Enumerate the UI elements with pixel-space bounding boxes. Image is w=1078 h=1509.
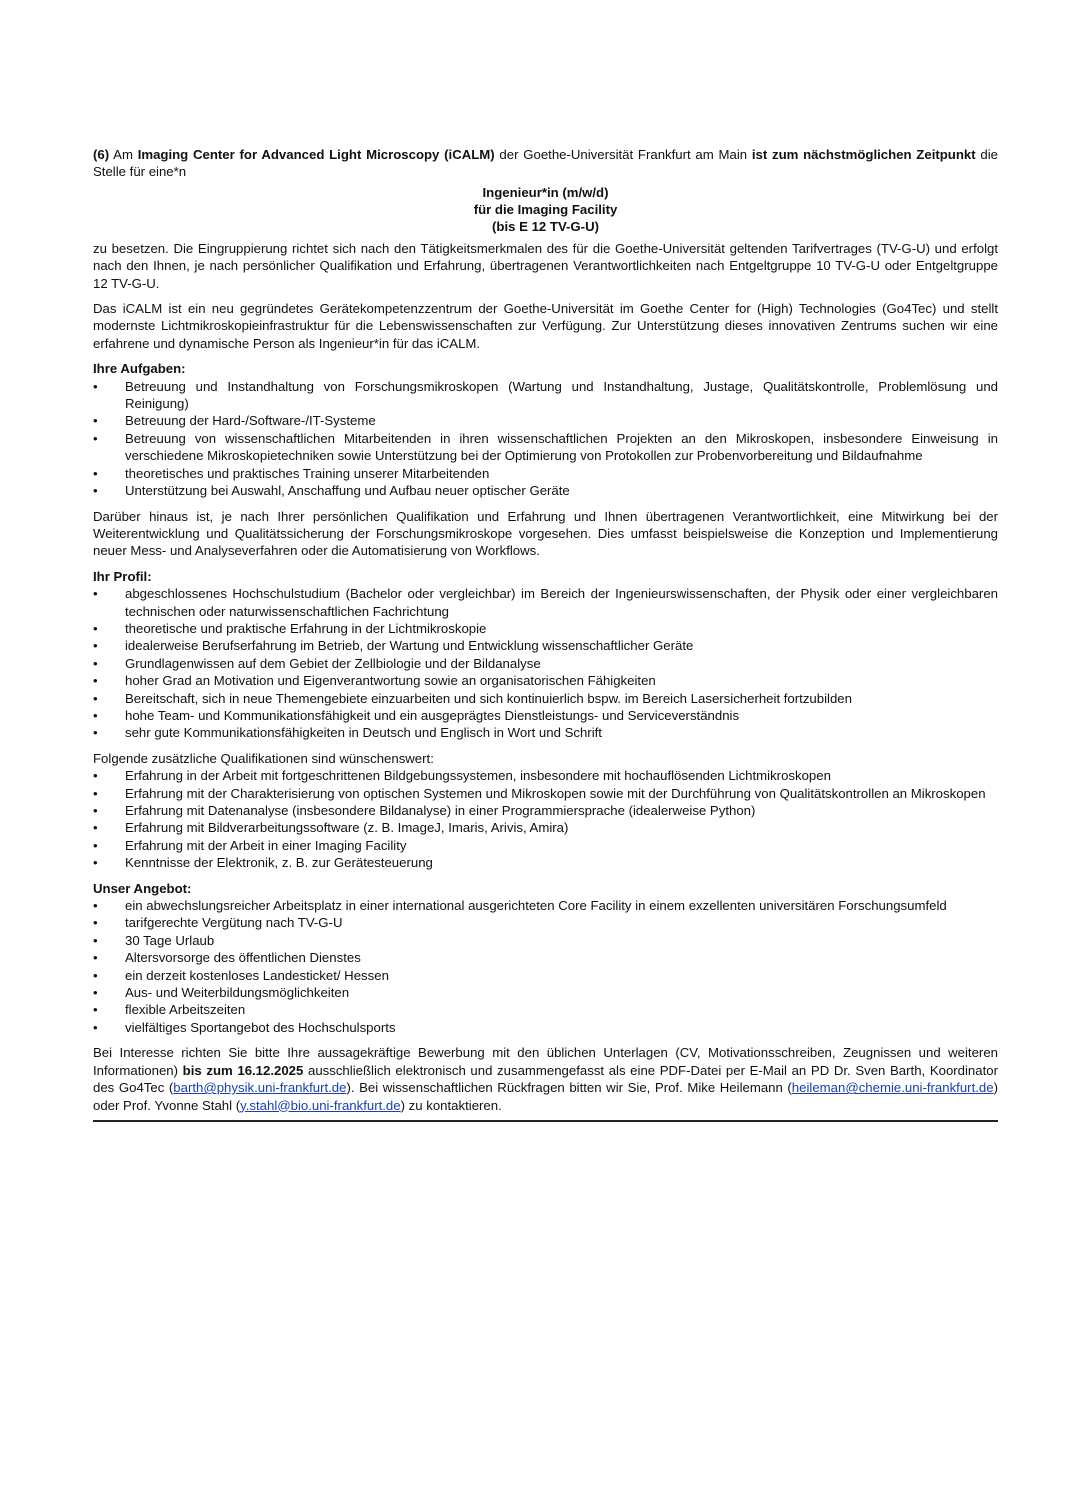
bottom-divider — [93, 1120, 998, 1122]
list-item: • Erfahrung mit der Charakterisierung von optischen Systemen und Mikroskopen sowie mit der Durchführung von Qualitätskontrollen an Mikroskopen — [93, 785, 998, 802]
list-item: • theoretische und praktische Erfahrung in der Lichtmikroskopie — [93, 620, 998, 637]
list-item: • Betreuung der Hard-/Software-/IT-Systeme — [93, 412, 998, 429]
list-item: • tarifgerechte Vergütung nach TV-G-U — [93, 914, 998, 931]
list-profil — [93, 585, 998, 742]
list-item: • Betreuung von wissenschaftlichen Mitarbeitenden in ihren wissenschaftlichen Projekten an den Mikroskopen, insbesondere Einweisung in verschiedene Mikroskopietechniken sowie Unterstützung bei der Optimierung von Protokollen zur Probenvorbereitung und Bildaufnahme — [93, 430, 998, 465]
list-item: • abgeschlossenes Hochschulstudium (Bachelor oder vergleichbar) im Bereich der Ingenieurswissenschaften, der Physik oder einer vergleichbaren technischen oder naturwissenschaftlichen Fachrichtung — [93, 585, 998, 620]
list-aufgaben — [93, 378, 998, 500]
heading-aufgaben: Ihre Aufgaben: — [93, 361, 186, 377]
heading-profil: Ihr Profil: — [93, 568, 152, 584]
list-item: • flexible Arbeitszeiten — [93, 1001, 998, 1018]
list-item: • sehr gute Kommunikationsfähigkeiten in Deutsch und Englisch in Wort und Schrift — [93, 724, 998, 741]
closing-paragraph: Bei Interesse richten Sie bitte Ihre aussagekräftige Bewerbung mit den üblichen Unterlagen (CV, Motivationsschreiben, Zeugnissen und weiteren Informationen) bis zum 16.12.2025 ausschließlich elektronisch und zusammengefasst als eine PDF-Datei per E-Mail an PD Dr. Sven Barth, Koordinator des Go4Tec (barth@physik.uni-frankfurt.de). Bei wissenschaftlichen Rückfragen bitten wir Sie, Prof. Mike Heilemann (heileman@chemie.uni-frankfurt.de) oder Prof. Yvonne Stahl (y.stahl@bio.uni-frankfurt.de) zu kontaktieren. — [93, 1045, 998, 1113]
email-link-stahl[interactable]: y.stahl@bio.uni-frankfurt.de — [240, 1097, 401, 1113]
job-posting — [93, 146, 998, 1122]
list-item: • Bereitschaft, sich in neue Themengebiete einzuarbeiten und sich kontinuierlich bspw. im Bereich Lasersicherheit fortzubilden — [93, 690, 998, 707]
list-item: • ein derzeit kostenloses Landesticket/ Hessen — [93, 967, 998, 984]
paragraph-besetzen: zu besetzen. Die Eingruppierung richtet sich nach den Tätigkeitsmerkmalen des für die Goethe-Universität geltenden Tarifvertrages (TV-G-U) und erfolgt nach den Ihnen, je nach persönlicher Qualifikation und Erfahrung, übertragenen Verantwortlichkeiten nach Entgeltgruppe 10 TV-G-U oder Entgeltgruppe 12 TV-G-U. — [93, 240, 998, 291]
start-date: ist zum nächstmöglichen Zeitpunkt — [751, 147, 976, 162]
list-item: • hoher Grad an Motivation und Eigenverantwortung sowie an organisatorischen Fähigkeiten — [93, 672, 998, 689]
title-line-1: Ingenieur*in (m/w/d) — [482, 184, 609, 200]
list-item: • Unterstützung bei Auswahl, Anschaffung und Aufbau neuer optischer Geräte — [93, 482, 998, 499]
list-item: • Kenntnisse der Elektronik, z. B. zur Gerätesteuerung — [93, 854, 998, 871]
list-item: • Erfahrung in der Arbeit mit fortgeschrittenen Bildgebungssystemen, insbesondere mit hochauflösenden Lichtmikroskopen — [93, 767, 998, 784]
list-item: • Erfahrung mit Datenanalyse (insbesondere Bildanalyse) in einer Programmiersprache (idealerweise Python) — [93, 802, 998, 819]
list-item: • theoretisches und praktisches Training unserer Mitarbeitenden — [93, 465, 998, 482]
email-link-heilemann[interactable]: heileman@chemie.uni-frankfurt.de — [791, 1080, 994, 1096]
application-deadline: bis zum 16.12.2025 — [182, 1062, 304, 1078]
list-item: • Altersvorsorge des öffentlichen Dienstes — [93, 949, 998, 966]
paragraph-darueber: Darüber hinaus ist, je nach Ihrer persönlichen Qualifikation und Erfahrung und Ihnen übertragenen Verantwortlichkeit, eine Mitwirkung bei der Weiterentwicklung und Qualitätssicherung der Forschungsmikroskope vorgesehen. Dies umfasst beispielsweise die Konzeption und Implementierung neuer Mess- und Analyseverfahren oder die Automatisierung von Workflows. — [93, 508, 998, 559]
list-item: • Grundlagenwissen auf dem Gebiet der Zellbiologie und der Bildanalyse — [93, 655, 998, 672]
list-item: • Aus- und Weiterbildungsmöglichkeiten — [93, 984, 998, 1001]
paragraph-icalm: Das iCALM ist ein neu gegründetes Gerätekompetenzzentrum der Goethe-Universität im Goethe Center for (High) Technologies (Go4Tec) und stellt modernste Lichtmikroskopieinfrastruktur für die Lebenswissenschaften zur Verfügung. Zur Unterstützung dieses innovativen Zentrums suchen wir eine erfahrene und dynamische Person als Ingenieur*in für das iCALM. — [93, 301, 998, 351]
list-item: • Betreuung und Instandhaltung von Forschungsmikroskopen (Wartung und Instandhaltung, Justage, Qualitätskontrolle, Problemlösung und Reinigung) — [93, 378, 998, 413]
title-line-3: (bis E 12 TV-G-U) — [492, 218, 599, 234]
heading-zusaetzlich: Folgende zusätzliche Qualifikationen sind wünschenswert: — [93, 750, 434, 766]
title-line-2: für die Imaging Facility — [473, 201, 618, 217]
email-link-barth[interactable]: barth@physik.uni-frankfurt.de — [173, 1080, 347, 1096]
list-item: • ein abwechslungsreicher Arbeitsplatz in einer international ausgerichteten Core Facility in einem exzellenten universitären Forschungsumfeld — [93, 897, 998, 914]
list-item: • idealerweise Berufserfahrung im Betrieb, der Wartung und Entwicklung wissenschaftlicher Geräte — [93, 637, 998, 654]
list-item: • hohe Team- und Kommunikationsfähigkeit und ein ausgeprägtes Dienstleistungs- und Serviceverständnis — [93, 707, 998, 724]
list-zusaetzlich — [93, 767, 998, 871]
heading-angebot: Unser Angebot: — [93, 880, 192, 896]
posting-number: (6) — [93, 147, 110, 162]
list-item: • Erfahrung mit der Arbeit in einer Imaging Facility — [93, 837, 998, 854]
intro-paragraph: (6) Am Imaging Center for Advanced Light Microscopy (iCALM) der Goethe-Universität Frankfurt am Main ist zum nächstmöglichen Zeitpunkt die Stelle für eine*n — [93, 147, 999, 180]
list-item: • vielfältiges Sportangebot des Hochschulsports — [93, 1019, 998, 1036]
position-title — [93, 184, 998, 235]
list-angebot — [93, 897, 998, 1036]
list-item: • Erfahrung mit Bildverarbeitungssoftware (z. B. ImageJ, Imaris, Arivis, Amira) — [93, 819, 998, 836]
center-name: Imaging Center for Advanced Light Microscopy (iCALM) — [137, 147, 495, 162]
list-item: • 30 Tage Urlaub — [93, 932, 998, 949]
